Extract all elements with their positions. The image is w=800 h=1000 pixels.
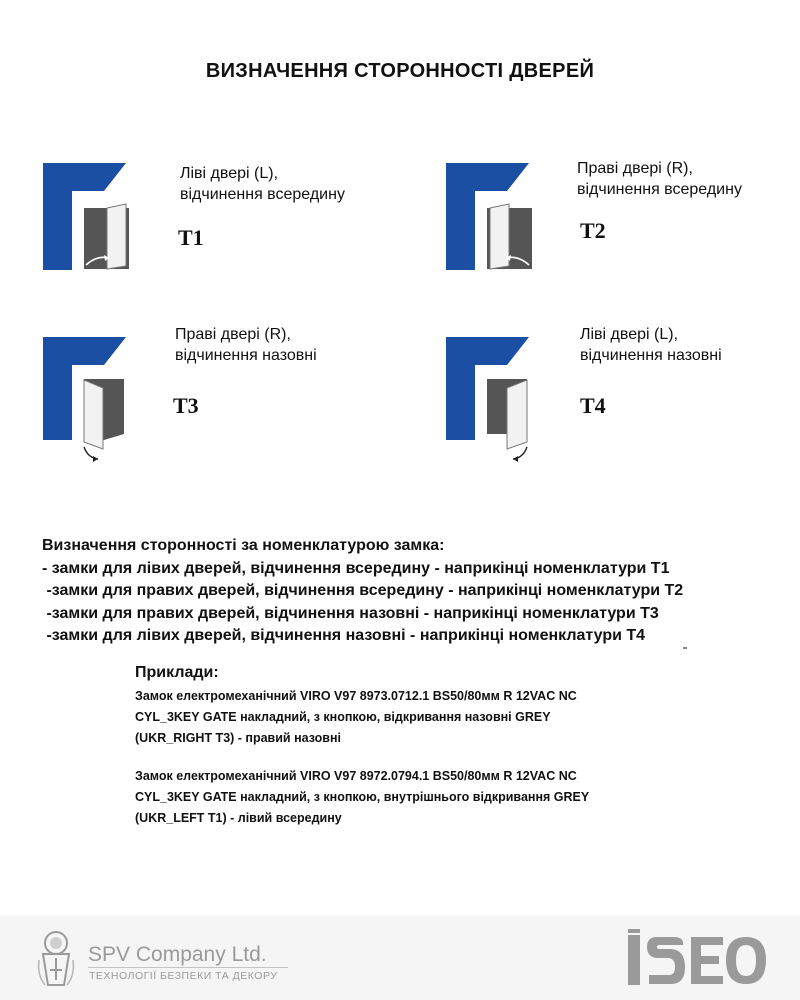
example-line: Замок електромеханічний VIRO V97 8972.0794.1 BS50/80мм R 12VAC NC [135,769,577,783]
door-code-t3: T3 [173,393,199,418]
door-caption-line1: Праві двері (R), [175,326,291,343]
door-caption-t1 [180,163,345,205]
door-diagram-t1 [40,158,140,278]
rules-heading: Визначення сторонності за номенклатурою замка: [42,537,445,554]
door-caption-t3 [175,324,317,366]
company-name: SPV Company Ltd. [88,943,267,966]
door-leaf [490,204,509,269]
rule-item: -замки для правих дверей, відчинення всередину - наприкінці номенклатури T2 [42,582,684,599]
example-2 [135,766,655,829]
company-tagline: ТЕХНОЛОГІЇ БЕЗПЕКИ ТА ДЕКОРУ [89,970,278,982]
spv-emblem-icon [35,930,77,988]
door-caption-line2: відчинення всередину [180,186,345,203]
door-leaf [84,380,103,449]
door-caption-line1: Праві двері (R), [577,160,693,177]
rule-item: -замки для лівих дверей, відчинення назовні - наприкінці номенклатури T4 [42,627,646,644]
example-line: (UKR_LEFT T1) - лівий всередину [135,811,342,825]
door-diagram-t4 [443,332,543,452]
swing-arrow [84,447,98,459]
door-caption-t2 [577,158,742,200]
stray-mark [683,647,687,649]
door-leaf [107,204,126,269]
door-caption-line2: відчинення назовні [580,347,722,364]
example-line: (UKR_RIGHT T3) - правий назовні [135,731,341,745]
swing-arrow [513,447,527,459]
door-caption-line2: відчинення назовні [175,347,317,364]
door-caption-line2: відчинення всередину [577,181,742,198]
iseo-logo [625,927,770,989]
door-leaf [507,380,527,449]
example-line: CYL_3KEY GATE накладний, з кнопкою, відкривання назовні GREY [135,710,551,724]
divider [88,967,288,968]
rule-item: - замки для лівих дверей, відчинення всередину - наприкінці номенклатури T1 [42,559,670,577]
example-line: Замок електромеханічний VIRO V97 8973.0712.1 BS50/80мм R 12VAC NC [135,689,577,703]
page-title: ВИЗНАЧЕННЯ СТОРОННОСТІ ДВЕРЕЙ [205,60,595,82]
door-caption-t4 [580,324,722,366]
door-code-t2: T2 [580,218,606,243]
door-caption-line1: Ліві двері (L), [580,326,679,343]
footer [0,915,800,1000]
door-caption-line1: Ліві двері (L), [180,165,279,182]
door-diagram-t3 [40,332,140,452]
door-code-t1: T1 [178,225,204,250]
examples-heading: Приклади: [135,664,219,681]
door-code-t4: T4 [580,393,606,418]
example-1 [135,686,655,749]
door-diagram-t2 [443,158,543,278]
nomenclature-rules [42,535,742,648]
example-line: CYL_3KEY GATE накладний, з кнопкою, внутрішнього відкривання GREY [135,790,590,804]
rule-item: -замки для правих дверей, відчинення назовні - наприкінці номенклатури T3 [42,604,659,622]
